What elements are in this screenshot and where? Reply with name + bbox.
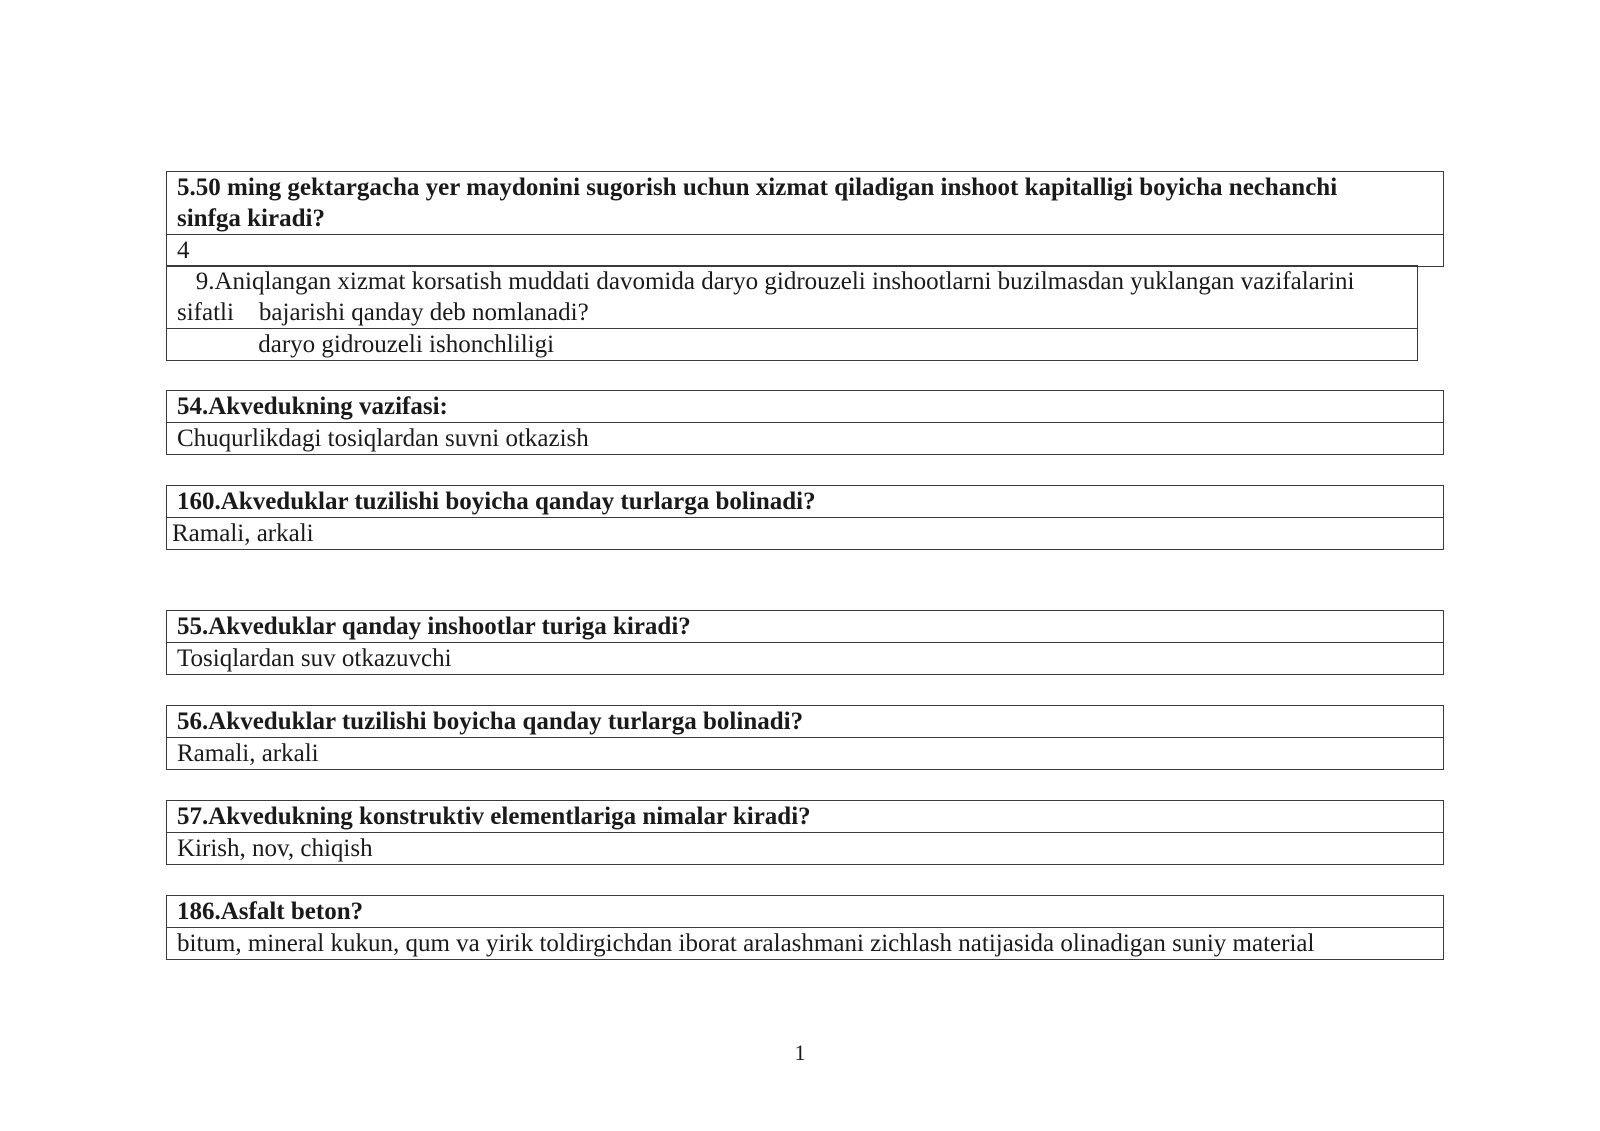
qa-block-8 <box>166 895 1444 960</box>
answer-text: Chuqurlikdagi tosiqlardan suvni otkazish <box>177 425 589 452</box>
answer-text: Tosiqlardan suv otkazuvchi <box>177 645 452 672</box>
question-text: 57.Akvedukning konstruktiv elementlariga nimalar kiradi? <box>167 801 1443 833</box>
qa-block-2 <box>166 265 1418 361</box>
answer-text: bitum, mineral kukun, qum va yirik toldirgichdan iborat aralashmani zichlash natijasida olinadigan suniy material <box>177 930 1315 957</box>
qa-block-7 <box>166 800 1444 865</box>
qa-block-4 <box>166 485 1444 550</box>
question-text: 5.50 ming gektargacha yer maydonini sugorish uchun xizmat qiladigan inshoot kapitalligi boyicha nechanchi sinfga kiradi? <box>167 172 1443 235</box>
answer-text: 4 <box>177 237 190 264</box>
qa-block-5 <box>166 610 1444 675</box>
answer-text: daryo gidrouzeli ishonchliligi <box>177 331 555 358</box>
question-text: 9.Aniqlangan xizmat korsatish muddati davomida daryo gidrouzeli inshootlarni buzilmasdan yuklangan vazifalarini sifatli bajarishi qanday deb nomlanadi? <box>167 266 1417 329</box>
question-text: 55.Akveduklar qanday inshootlar turiga kiradi? <box>167 611 1443 643</box>
qa-block-6 <box>166 705 1444 770</box>
question-text: 54.Akvedukning vazifasi: <box>167 391 1443 423</box>
qa-block-3 <box>166 390 1444 455</box>
question-text: 186.Asfalt beton? <box>167 896 1443 928</box>
page-number: 1 <box>794 1040 806 1065</box>
qa-block-1 <box>166 171 1444 267</box>
answer-text: Ramali, arkali <box>177 740 319 767</box>
answer-text: Ramali, arkali <box>172 520 314 547</box>
answer-text: Kirish, nov, chiqish <box>177 835 373 862</box>
question-text: 56.Akveduklar tuzilishi boyicha qanday turlarga bolinadi? <box>167 706 1443 738</box>
question-text: 160.Akveduklar tuzilishi boyicha qanday turlarga bolinadi? <box>167 486 1443 518</box>
